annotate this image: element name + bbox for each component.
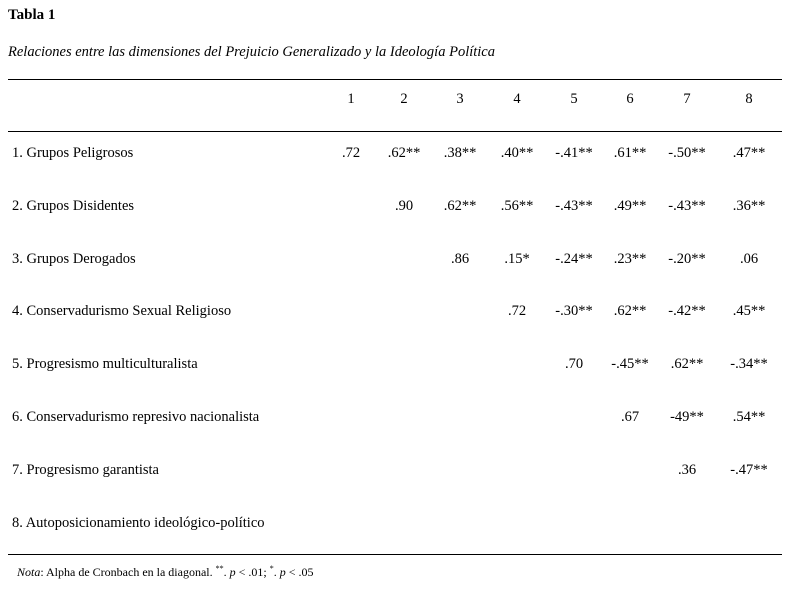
note-p-2: p: [279, 565, 286, 579]
column-header: 6: [626, 91, 634, 107]
table-cell: -.43**: [555, 198, 593, 214]
row-label: 6. Conservadurismo represivo nacionalista: [12, 409, 260, 425]
header-rule: [8, 131, 782, 132]
table-cell: .36**: [732, 198, 766, 214]
table-cell: .45**: [732, 303, 766, 319]
note-p-1: p: [229, 565, 236, 579]
table-cell: -.24**: [555, 251, 593, 267]
column-header: 4: [513, 91, 521, 107]
table-cell: .56**: [500, 198, 534, 214]
table-cell: .90: [394, 198, 414, 214]
table-cell: .70: [564, 356, 584, 372]
table-cell: -.30**: [555, 303, 593, 319]
note-text-5: < .05: [285, 565, 314, 579]
table-cell: -.41**: [555, 145, 593, 161]
table-cell: -.20**: [668, 251, 706, 267]
column-header: 8: [745, 91, 753, 107]
note-text-4: .: [273, 565, 280, 579]
bottom-rule: [8, 554, 782, 555]
row-label: 1. Grupos Peligrosos: [12, 145, 134, 161]
note-text-2: .: [223, 565, 230, 579]
table-cell: .23**: [613, 251, 647, 267]
table-cell: -.47**: [730, 462, 768, 478]
table-cell: .62**: [670, 356, 704, 372]
note-sup-1: **: [215, 564, 224, 573]
row-label: 3. Grupos Derogados: [12, 251, 136, 267]
row-label: 5. Progresismo multiculturalista: [12, 356, 198, 372]
table-cell: .62**: [613, 303, 647, 319]
table-cell: .67: [620, 409, 640, 425]
table-cell: .49**: [613, 198, 647, 214]
column-header: 5: [570, 91, 578, 107]
table-cell: -.42**: [668, 303, 706, 319]
table-cell: .62**: [387, 145, 421, 161]
table-cell: .72: [507, 303, 527, 319]
table-caption: Relaciones entre las dimensiones del Prejuicio Generalizado y la Ideología Política: [8, 44, 495, 60]
table-cell: .72: [341, 145, 361, 161]
table-cell: .47**: [732, 145, 766, 161]
note-text-1: : Alpha de Cronbach en la diagonal.: [40, 565, 216, 579]
column-header: 3: [456, 91, 464, 107]
column-header: 2: [400, 91, 408, 107]
row-label: 4. Conservadurismo Sexual Religioso: [12, 303, 232, 319]
note-label: Nota: [17, 565, 41, 579]
table-cell: -.34**: [730, 356, 768, 372]
column-header: 7: [683, 91, 691, 107]
row-label: 2. Grupos Disidentes: [12, 198, 135, 214]
table-cell: -.45**: [611, 356, 649, 372]
table-cell: .40**: [500, 145, 534, 161]
table-cell: .62**: [443, 198, 477, 214]
table-note: [17, 565, 314, 580]
table-cell: .38**: [443, 145, 477, 161]
note-text-3: < .01;: [235, 565, 270, 579]
table-cell: .54**: [732, 409, 766, 425]
table-cell: .06: [739, 251, 759, 267]
row-label: 8. Autoposicionamiento ideológico-político: [12, 515, 265, 531]
table-number: Tabla 1: [8, 7, 56, 23]
table-cell: -.43**: [668, 198, 706, 214]
table-cell: -49**: [670, 409, 704, 425]
table-cell: .36: [677, 462, 697, 478]
note-sup-2: *: [269, 564, 274, 573]
table-cell: .61**: [613, 145, 647, 161]
table-cell: .86: [450, 251, 470, 267]
row-label: 7. Progresismo garantista: [12, 462, 159, 478]
top-rule: [8, 79, 782, 80]
column-header: 1: [347, 91, 355, 107]
table-cell: -.50**: [668, 145, 706, 161]
table-cell: .15*: [504, 251, 530, 267]
